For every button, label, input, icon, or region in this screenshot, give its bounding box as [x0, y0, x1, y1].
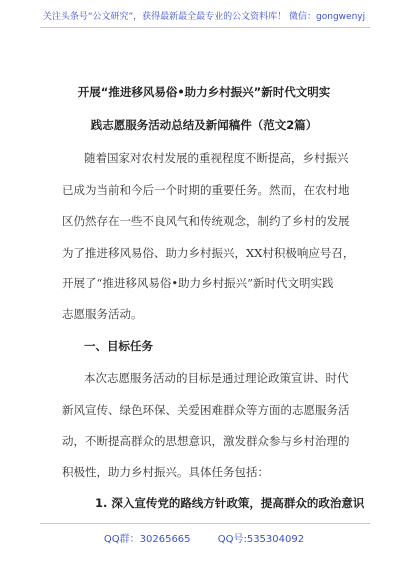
- paragraph-line: 新风宣传、绿色环保、关爱困难群众等方面的志愿服务活: [62, 403, 350, 417]
- paragraph-line: 积极性，助力乡村振兴。具体任务包括：: [62, 465, 269, 479]
- document-title-line2: 践志愿服务活动总结及新闻稿件（范文2篇）: [90, 118, 318, 132]
- footer-qq-group: QQ群：30265665: [103, 534, 191, 545]
- paragraph-line: 本次志愿服务活动的目标是通过理论政策宣讲、时代: [84, 371, 349, 385]
- document-title-line1: 开展“推进移风易俗•助力乡村振兴”新时代文明实: [77, 85, 331, 99]
- section-heading: 一、目标任务: [84, 339, 153, 353]
- footer-divider: [40, 523, 370, 524]
- paragraph-line: 随着国家对农村发展的重视程度不断提高，乡村振兴: [84, 151, 349, 165]
- header-divider: [40, 27, 370, 28]
- footer-qq-number: QQ号:535304092: [217, 534, 305, 545]
- paragraph-line: 为了推进移风易俗、助力乡村振兴，XX村积极响应号召，: [62, 246, 355, 260]
- paragraph-line: 开展了“推进移风易俗•助力乡村振兴”新时代文明实践: [62, 276, 334, 290]
- header-note: 关注头条号“公文研究”，获得最新最全最专业的公文资料库！ 微信：gongwenyj: [42, 12, 366, 22]
- paragraph-line: 志愿服务活动。: [62, 307, 143, 321]
- paragraph-line: 已成为当前和今后一个时期的重要任务。然而，在农村地: [62, 183, 350, 197]
- footer-contact: [0, 530, 408, 545]
- paragraph-line: 区仍然存在一些不良风气和传统观念，制约了乡村的发展: [62, 214, 350, 228]
- sub-heading: 1. 深入宣传党的路线方针政策，提高群众的政治意识: [95, 496, 365, 510]
- paragraph-line: 动，不断提高群众的思想意识，激发群众参与乡村治理的: [62, 434, 350, 448]
